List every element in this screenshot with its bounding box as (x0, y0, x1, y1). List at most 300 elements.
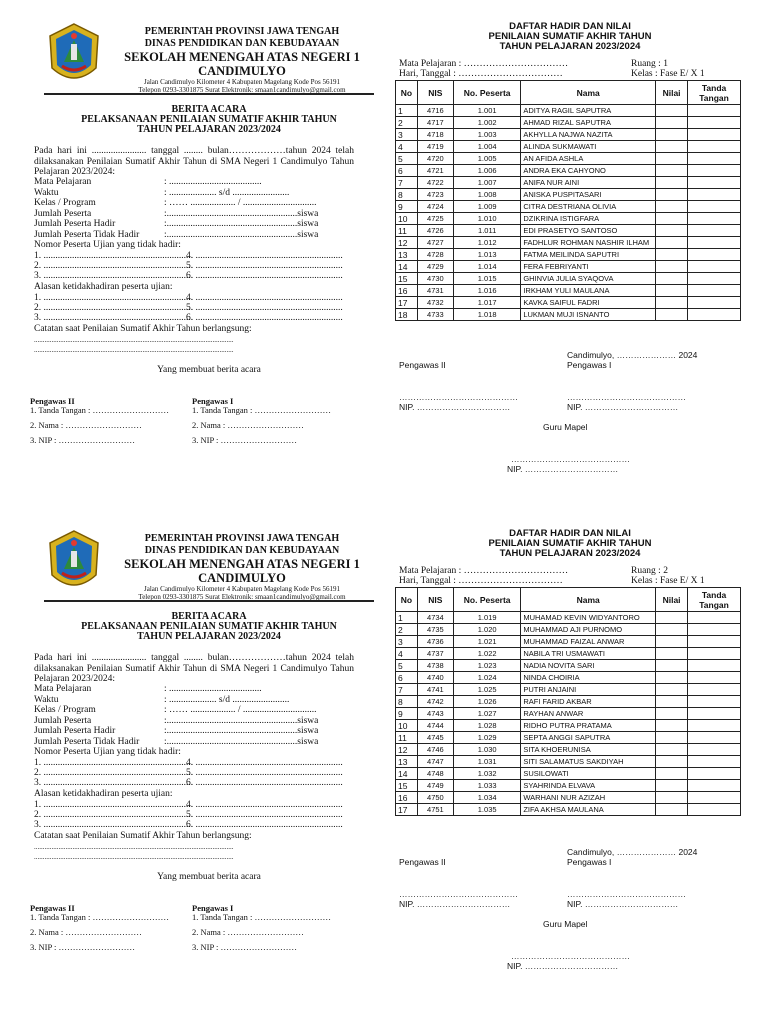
row-nilai[interactable] (656, 708, 688, 720)
row-peserta: 1.004 (454, 141, 521, 153)
row-nilai[interactable] (656, 768, 688, 780)
berita-year: TAHUN PELAJARAN 2023/2024 (137, 631, 281, 642)
field-value: :.......................................................siswa (164, 219, 319, 229)
notes-line-1: .................................................................................................................. (34, 843, 234, 851)
row-signature[interactable] (688, 177, 741, 189)
row-signature[interactable] (688, 660, 741, 672)
field-value: :.......................................................siswa (164, 715, 319, 726)
row-nis: 4743 (417, 708, 453, 720)
pengawas2-label: Pengawas II (30, 903, 75, 913)
table-row (396, 804, 741, 816)
row-nilai[interactable] (656, 201, 688, 213)
row-nis: 4731 (417, 285, 453, 297)
row-nis: 4738 (417, 660, 453, 672)
row-signature[interactable] (688, 213, 741, 225)
field-row (34, 219, 318, 230)
pengawas1-name: 2. Nama : ……………………… (192, 420, 304, 430)
row-nis: 4741 (417, 684, 453, 696)
pengawas1-nip: NIP. …………………………… (567, 402, 679, 412)
table-row (396, 129, 741, 141)
berita-intro: Pada hari ini ....................... tanggal ........ bulan………………tahun 2024 telah dilaksanakan Penilaian Sumatif Akhir Tahun di SMA Negeri 1 Candimulyo Tahun Pelajaran 2023/2024: (34, 653, 354, 684)
table-row (396, 297, 741, 309)
row-signature[interactable] (688, 672, 741, 684)
row-nilai[interactable] (656, 153, 688, 165)
row-no: 5 (396, 153, 418, 165)
daftar-subtitle: PENILAIAN SUMATIF AKHIR TAHUN (488, 538, 652, 549)
row-signature[interactable] (688, 780, 741, 792)
province-emblem-icon (46, 22, 102, 90)
row-peserta: 1.013 (454, 249, 521, 261)
row-nama: RIDHO PUTRA PRATAMA (521, 720, 656, 732)
table-row (396, 117, 741, 129)
row-no: 15 (396, 780, 418, 792)
row-nama: AKHYLLA NAJWA NAZITA (521, 129, 656, 141)
table-row (396, 189, 741, 201)
pengawas2-nip: NIP. …………………………… (399, 899, 511, 909)
row-signature[interactable] (688, 744, 741, 756)
guru-nip: NIP. …………………………… (507, 961, 619, 971)
row-no: 1 (396, 612, 418, 624)
pengawas1-nip: 3. NIP : ……………………… (192, 942, 297, 952)
letterhead-line2: DINAS PENDIDIKAN DAN KEBUDAYAAN (144, 545, 340, 556)
pengawas1-label: Pengawas I (567, 360, 612, 370)
table-row (396, 696, 741, 708)
row-no: 4 (396, 648, 418, 660)
row-nama: FATMA MEILINDA SAPUTRI (521, 249, 656, 261)
row-no: 6 (396, 672, 418, 684)
table-row (396, 237, 741, 249)
row-signature[interactable] (688, 225, 741, 237)
row-signature[interactable] (688, 297, 741, 309)
reason-5: 5. .............................................................. (186, 810, 343, 820)
row-nilai[interactable] (656, 105, 688, 117)
row-signature[interactable] (688, 696, 741, 708)
row-nis: 4721 (417, 165, 453, 177)
row-nilai[interactable] (656, 189, 688, 201)
row-nilai[interactable] (656, 141, 688, 153)
absent-4: 4. .............................................................. (186, 251, 343, 261)
kelas-field: Kelas : Fase E/ X 1 (631, 69, 705, 79)
berita-year: TAHUN PELAJARAN 2023/2024 (137, 124, 281, 135)
row-signature[interactable] (688, 201, 741, 213)
row-peserta: 1.019 (454, 612, 521, 624)
row-nama: NABILA TRI USMAWATI (521, 648, 656, 660)
row-nis: 4744 (417, 720, 453, 732)
row-nis: 4717 (417, 117, 453, 129)
field-label: Waktu (34, 694, 59, 705)
row-nama: SITI SALAMATUS SAKDIYAH (521, 756, 656, 768)
field-row (34, 716, 318, 727)
daftar-year: TAHUN PELAJARAN 2023/2024 (499, 41, 641, 52)
absent-3: 3. ............................................................... (34, 271, 194, 281)
row-nilai[interactable] (656, 792, 688, 804)
row-peserta: 1.011 (454, 225, 521, 237)
row-nama: SEPTA ANGGI SAPUTRA (521, 732, 656, 744)
row-nis: 4728 (417, 249, 453, 261)
row-no: 3 (396, 636, 418, 648)
row-nilai[interactable] (656, 225, 688, 237)
row-nama: ALINDA SUKMAWATI (521, 141, 656, 153)
field-value: : .................... s/d ........................ (164, 187, 290, 198)
row-nilai[interactable] (656, 165, 688, 177)
field-row (34, 188, 289, 199)
col-nis: NIS (417, 81, 453, 105)
row-no: 2 (396, 117, 418, 129)
row-nilai[interactable] (656, 720, 688, 732)
row-nilai[interactable] (656, 804, 688, 816)
row-peserta: 1.020 (454, 624, 521, 636)
letterhead-address: Jalan Candimulyo Kilometer 4 Kabupaten Magelang Kode Pos 56191 (144, 585, 340, 593)
mapel-field: Mata Pelajaran : …………………………… (399, 566, 569, 576)
row-peserta: 1.018 (454, 309, 521, 321)
row-peserta: 1.006 (454, 165, 521, 177)
field-value: :.......................................................siswa (164, 229, 319, 240)
table-row (396, 684, 741, 696)
table-row (396, 177, 741, 189)
row-signature[interactable] (688, 804, 741, 816)
row-nilai[interactable] (656, 660, 688, 672)
row-signature[interactable] (688, 285, 741, 297)
row-no: 16 (396, 285, 418, 297)
row-nama: RAFI FARID AKBAR (521, 696, 656, 708)
row-peserta: 1.033 (454, 780, 521, 792)
row-peserta: 1.003 (454, 129, 521, 141)
row-nama: IRKHAM YULI MAULANA (521, 285, 656, 297)
berita-subtitle: PELAKSANAAN PENILAIAN SUMATIF AKHIR TAHUN (81, 114, 337, 125)
col-ttd-line2: Tangan (699, 599, 729, 610)
row-no: 7 (396, 177, 418, 189)
row-nilai[interactable] (656, 285, 688, 297)
field-label: Jumlah Peserta Tidak Hadir (34, 229, 140, 240)
row-signature[interactable] (688, 129, 741, 141)
row-nama: NADIA NOVITA SARI (521, 660, 656, 672)
row-nilai[interactable] (656, 129, 688, 141)
pengawas2-nip: 3. NIP : ……………………… (30, 435, 135, 445)
table-row (396, 225, 741, 237)
row-signature[interactable] (688, 189, 741, 201)
reason-6: 6. .............................................................. (186, 313, 343, 323)
row-signature[interactable] (688, 708, 741, 720)
guru-label: Guru Mapel (543, 422, 588, 432)
row-no: 2 (396, 624, 418, 636)
pengawas1-nip: 3. NIP : ……………………… (192, 435, 297, 445)
field-label: Waktu (34, 187, 59, 198)
row-nilai[interactable] (656, 237, 688, 249)
row-nilai[interactable] (656, 117, 688, 129)
row-signature[interactable] (688, 684, 741, 696)
row-peserta: 1.002 (454, 117, 521, 129)
notes-heading: Catatan saat Penilaian Sumatif Akhir Tahun berlangsung: (34, 831, 252, 841)
row-peserta: 1.001 (454, 105, 521, 117)
document-section-room-1 (0, 0, 768, 505)
row-signature[interactable] (688, 648, 741, 660)
pengawas2-sign: 1. Tanda Tangan : ……………………… (30, 405, 169, 415)
row-nama: LUKMAN MUJI ISNANTO (521, 309, 656, 321)
absent-heading: Nomor Peserta Ujian yang tidak hadir: (34, 747, 181, 757)
row-signature[interactable] (688, 612, 741, 624)
row-signature[interactable] (688, 720, 741, 732)
field-value: :.......................................................siswa (164, 736, 319, 747)
letterhead-line2: DINAS PENDIDIKAN DAN KEBUDAYAAN (144, 38, 340, 49)
absent-6: 6. .............................................................. (186, 778, 343, 788)
ruang-field: Ruang : 1 (631, 59, 668, 69)
field-label: Mata Pelajaran (34, 684, 92, 694)
row-no: 1 (396, 105, 418, 117)
row-nilai[interactable] (656, 732, 688, 744)
col-nilai: Nilai (656, 588, 688, 612)
row-signature[interactable] (688, 117, 741, 129)
field-label: Kelas / Program (34, 198, 96, 208)
row-peserta: 1.015 (454, 273, 521, 285)
reason-3: 3. ............................................................... (34, 313, 194, 323)
berita-acara-panel (30, 507, 360, 952)
field-row (34, 695, 289, 706)
table-row (396, 768, 741, 780)
row-nis: 4719 (417, 141, 453, 153)
row-nilai[interactable] (656, 177, 688, 189)
row-signature[interactable] (688, 624, 741, 636)
table-row (396, 636, 741, 648)
row-nis: 4733 (417, 309, 453, 321)
field-label: Jumlah Peserta Tidak Hadir (34, 736, 140, 747)
row-nama: MUHAMMAD FAIZAL ANWAR (521, 636, 656, 648)
letterhead-rule (44, 600, 374, 602)
row-nis: 4751 (417, 804, 453, 816)
row-peserta: 1.024 (454, 672, 521, 684)
table-row (396, 612, 741, 624)
letterhead-line1: PEMERINTAH PROVINSI JAWA TENGAH (144, 533, 340, 544)
pengawas2-nip: 3. NIP : ……………………… (30, 942, 135, 952)
absent-5: 5. .............................................................. (186, 261, 343, 271)
row-nama: WARHANI NUR AZIZAH (521, 792, 656, 804)
row-signature[interactable] (688, 792, 741, 804)
row-nis: 4727 (417, 237, 453, 249)
row-nilai[interactable] (656, 780, 688, 792)
row-nilai[interactable] (656, 249, 688, 261)
row-nilai[interactable] (656, 297, 688, 309)
row-nama: AHMAD RIZAL SAPUTRA (521, 117, 656, 129)
row-nilai[interactable] (656, 648, 688, 660)
row-nilai[interactable] (656, 756, 688, 768)
row-nama: MUHAMMAD AJI PURNOMO (521, 624, 656, 636)
row-nilai[interactable] (656, 744, 688, 756)
col-ttd-line1: Tanda (701, 82, 727, 93)
reason-2: 2. ............................................................... (34, 810, 194, 820)
pengawas2-label: Pengawas II (399, 360, 446, 370)
row-nama: SITA KHOERUNISA (521, 744, 656, 756)
daftar-year: TAHUN PELAJARAN 2023/2024 (499, 548, 641, 559)
table-row (396, 261, 741, 273)
row-nama: FADHLUR ROHMAN NASHIR ILHAM (521, 237, 656, 249)
field-label: Jumlah Peserta Hadir (34, 726, 116, 736)
row-nis: 4726 (417, 225, 453, 237)
row-nama: NINDA CHOIRIA (521, 672, 656, 684)
reason-1: 1. ............................................................... (34, 800, 194, 810)
hari-field: Hari, Tanggal : …………………………… (399, 576, 563, 586)
field-label: Jumlah Peserta (34, 208, 92, 219)
row-no: 17 (396, 297, 418, 309)
table-row (396, 792, 741, 804)
row-signature[interactable] (688, 237, 741, 249)
attendance-table (395, 587, 741, 816)
row-signature[interactable] (688, 105, 741, 117)
maker-label: Yang membuat berita acara (157, 872, 261, 882)
absent-heading: Nomor Peserta Ujian yang tidak hadir: (34, 240, 181, 250)
row-nilai[interactable] (656, 624, 688, 636)
row-no: 10 (396, 720, 418, 732)
place-date: Candimulyo, ………………… 2024 (567, 350, 698, 360)
field-value: : ....................................... (164, 177, 262, 187)
col-peserta: No. Peserta (454, 588, 521, 612)
row-no: 13 (396, 249, 418, 261)
row-signature[interactable] (688, 309, 741, 321)
col-no: No (396, 588, 418, 612)
row-nilai[interactable] (656, 273, 688, 285)
row-nama: ADITYA RAGIL SAPUTRA (521, 105, 656, 117)
reason-1: 1. ............................................................... (34, 293, 194, 303)
row-nama: SYAHRINDA ELVAVA (521, 780, 656, 792)
row-signature[interactable] (688, 141, 741, 153)
berita-title: BERITA ACARA (171, 104, 247, 115)
table-row (396, 672, 741, 684)
row-no: 5 (396, 660, 418, 672)
field-value: : .................... s/d ........................ (164, 694, 290, 705)
row-nilai[interactable] (656, 261, 688, 273)
row-signature[interactable] (688, 165, 741, 177)
pengawas2-nip: NIP. …………………………… (399, 402, 511, 412)
col-ttd (688, 81, 741, 105)
absent-6: 6. .............................................................. (186, 271, 343, 281)
row-nilai[interactable] (656, 612, 688, 624)
row-no: 15 (396, 273, 418, 285)
row-signature[interactable] (688, 756, 741, 768)
row-no: 8 (396, 696, 418, 708)
field-label: Jumlah Peserta Hadir (34, 219, 116, 229)
pengawas2-label: Pengawas II (399, 857, 446, 867)
row-signature[interactable] (688, 636, 741, 648)
row-signature[interactable] (688, 249, 741, 261)
row-nilai[interactable] (656, 696, 688, 708)
letterhead-contact: Telepon 0293-3301875 Surat Elektronik: smaan1candimulyo@gmail.com (138, 593, 346, 601)
row-no: 11 (396, 732, 418, 744)
row-signature[interactable] (688, 273, 741, 285)
absent-2: 2. ............................................................... (34, 768, 194, 778)
table-row (396, 780, 741, 792)
notes-line-1: .................................................................................................................. (34, 336, 234, 344)
table-row (396, 285, 741, 297)
row-nis: 4730 (417, 273, 453, 285)
row-no: 9 (396, 708, 418, 720)
row-signature[interactable] (688, 732, 741, 744)
letterhead-line4: CANDIMULYO (198, 64, 286, 78)
row-no: 12 (396, 744, 418, 756)
row-nilai[interactable] (656, 309, 688, 321)
field-row (34, 705, 317, 716)
letterhead-address: Jalan Candimulyo Kilometer 4 Kabupaten Magelang Kode Pos 56191 (144, 78, 340, 86)
row-peserta: 1.010 (454, 213, 521, 225)
place-date: Candimulyo, ………………… 2024 (567, 847, 698, 857)
row-no: 13 (396, 756, 418, 768)
berita-intro: Pada hari ini ....................... tanggal ........ bulan………………tahun 2024 telah dilaksanakan Penilaian Sumatif Akhir Tahun di SMA Negeri 1 Candimulyo Tahun Pelajaran 2023/2024: (34, 146, 354, 177)
row-nis: 4737 (417, 648, 453, 660)
row-peserta: 1.025 (454, 684, 521, 696)
row-no: 8 (396, 189, 418, 201)
row-peserta: 1.017 (454, 297, 521, 309)
row-nilai[interactable] (656, 684, 688, 696)
reason-heading: Alasan ketidakhadiran peserta ujian: (34, 789, 173, 799)
table-row (396, 249, 741, 261)
row-nama: ZIFA AKHSA MAULANA (521, 804, 656, 816)
table-row (396, 732, 741, 744)
row-nis: 4732 (417, 297, 453, 309)
letterhead (30, 0, 360, 94)
row-peserta: 1.023 (454, 660, 521, 672)
row-nama: EDI PRASETYO SANTOSO (521, 225, 656, 237)
field-row (34, 737, 318, 748)
row-peserta: 1.030 (454, 744, 521, 756)
row-nilai[interactable] (656, 213, 688, 225)
mapel-field: Mata Pelajaran : …………………………… (399, 59, 569, 69)
field-row (34, 684, 262, 695)
field-row (34, 177, 262, 188)
row-nis: 4735 (417, 624, 453, 636)
col-peserta: No. Peserta (454, 81, 521, 105)
row-nis: 4745 (417, 732, 453, 744)
row-no: 9 (396, 201, 418, 213)
berita-acara-panel (30, 0, 360, 445)
table-row (396, 153, 741, 165)
row-nama: KAVKA SAIFUL FADRI (521, 297, 656, 309)
pengawas1-label: Pengawas I (192, 903, 234, 913)
row-nama: DZIKRINA ISTIGFARA (521, 213, 656, 225)
pengawas2-dots: …………………………………… (399, 889, 518, 899)
table-row (396, 660, 741, 672)
berita-subtitle: PELAKSANAAN PENILAIAN SUMATIF AKHIR TAHUN (81, 621, 337, 632)
row-peserta: 1.034 (454, 792, 521, 804)
row-no: 11 (396, 225, 418, 237)
row-nis: 4748 (417, 768, 453, 780)
row-peserta: 1.007 (454, 177, 521, 189)
field-value: : …… ................... / ............................... (164, 705, 317, 715)
row-signature[interactable] (688, 153, 741, 165)
row-signature[interactable] (688, 261, 741, 273)
notes-line-2: .................................................................................................................. (34, 853, 234, 861)
field-row (34, 726, 318, 737)
row-peserta: 1.032 (454, 768, 521, 780)
province-emblem-icon (46, 529, 102, 597)
row-no: 10 (396, 213, 418, 225)
field-value: :.......................................................siswa (164, 726, 319, 736)
letterhead-line3: SEKOLAH MENENGAH ATAS NEGERI 1 (124, 50, 360, 64)
reason-6: 6. .............................................................. (186, 820, 343, 830)
field-label: Mata Pelajaran (34, 177, 92, 187)
letterhead-line1: PEMERINTAH PROVINSI JAWA TENGAH (144, 26, 340, 37)
row-nis: 4736 (417, 636, 453, 648)
row-nilai[interactable] (656, 636, 688, 648)
row-no: 12 (396, 237, 418, 249)
row-signature[interactable] (688, 768, 741, 780)
notes-line-2: .................................................................................................................. (34, 346, 234, 354)
pengawas1-sign: 1. Tanda Tangan : ……………………… (192, 405, 331, 415)
row-peserta: 1.031 (454, 756, 521, 768)
row-no: 3 (396, 129, 418, 141)
row-nilai[interactable] (656, 672, 688, 684)
col-ttd-line2: Tangan (699, 92, 729, 103)
guru-dots: …………………………………… (511, 454, 630, 464)
maker-label: Yang membuat berita acara (157, 365, 261, 375)
letterhead-contact: Telepon 0293-3301875 Surat Elektronik: smaan1candimulyo@gmail.com (138, 86, 346, 94)
guru-label: Guru Mapel (543, 919, 588, 929)
